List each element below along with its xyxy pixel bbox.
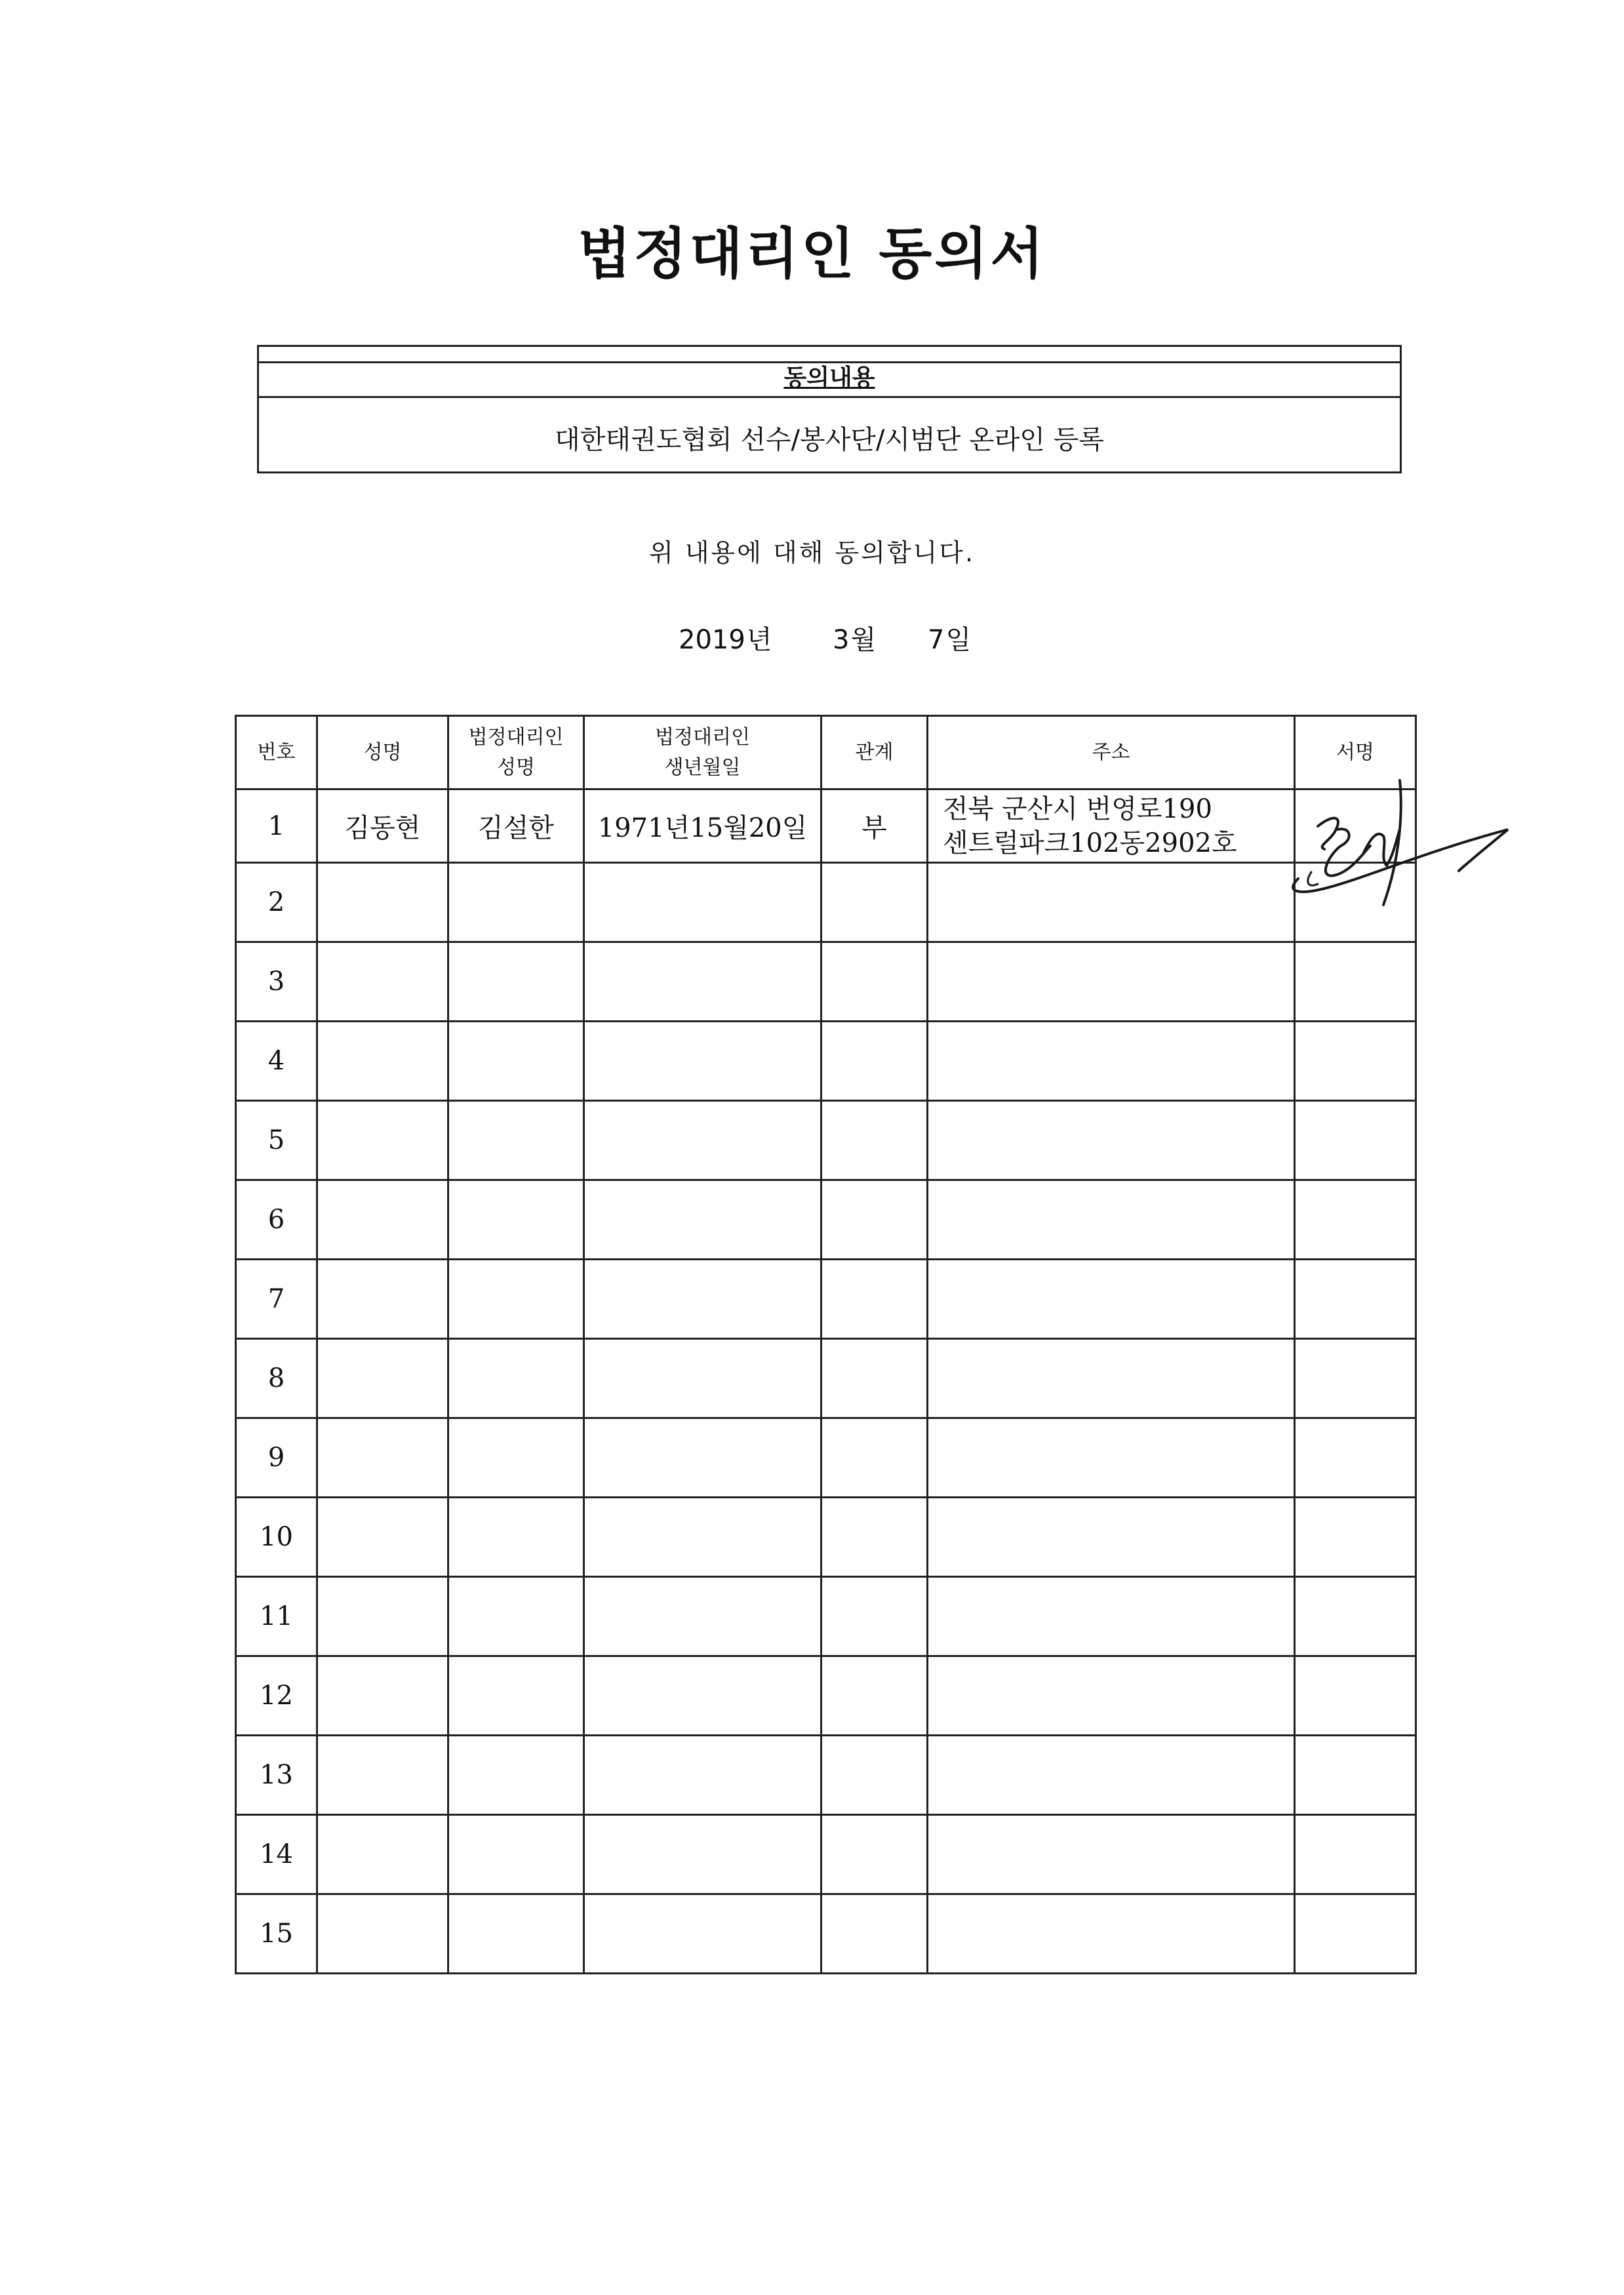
table-row [236,1815,1416,1894]
date-year-value: 2019 [679,625,745,655]
cell-guardian-name [448,1656,584,1736]
cell-address [928,1894,1295,1974]
cell-no: 7 [236,1260,317,1339]
cell-name [317,1260,448,1339]
header-guardian-birth-line1: 법정대리인 [655,725,750,749]
cell-address [928,1656,1295,1736]
cell-name [317,1418,448,1498]
cell-address [928,1260,1295,1339]
table-row [236,1022,1416,1101]
cell-address [928,1418,1295,1498]
agreement-statement: 위 내용에 대해 동의합니다. [648,538,976,567]
date-day [928,619,971,656]
cell-name [317,1894,448,1974]
cell-name [317,1180,448,1260]
cell-guardian-birth [584,1101,822,1180]
cell-relation [822,1736,928,1815]
cell-signature [1295,1260,1416,1339]
date-year-unit: 년 [746,625,772,655]
table-row [236,1656,1416,1736]
table-row [236,1260,1416,1339]
cell-name [317,1815,448,1894]
table-row [236,1577,1416,1656]
cell-address [928,1101,1295,1180]
cell-guardian-name [448,1180,584,1260]
table-row [236,1498,1416,1577]
cell-name [317,1736,448,1815]
header-guardian-name-line2: 성명 [497,755,535,779]
cell-no: 15 [236,1894,317,1974]
cell-guardian-birth [584,1656,822,1736]
cell-guardian-name [448,1736,584,1815]
cell-relation [822,1101,928,1180]
cell-signature [1295,1339,1416,1418]
cell-signature [1295,1736,1416,1815]
consent-heading [259,361,1400,398]
cell-guardian-birth [584,942,822,1022]
header-guardian-name-line1: 법정대리인 [468,725,564,749]
cell-signature [1295,1656,1416,1736]
cell-signature [1295,1180,1416,1260]
cell-address [928,1577,1295,1656]
cell-guardian-name [448,1815,584,1894]
cell-signature [1295,1101,1416,1180]
table-row [236,1418,1416,1498]
cell-name [317,863,448,942]
header-relation: 관계 [822,716,928,789]
table-row [236,1339,1416,1418]
cell-guardian-name [448,1577,584,1656]
cell-guardian-birth [584,863,822,942]
table-row [236,1736,1416,1815]
cell-name [317,1101,448,1180]
cell-relation [822,1180,928,1260]
cell-guardian-name [448,1498,584,1577]
cell-guardian-name [448,1894,584,1974]
consent-body-text: 대한태권도협회 선수/봉사단/시범단 온라인 등록 [555,425,1104,455]
cell-guardian-name [448,1022,584,1101]
cell-address [928,1180,1295,1260]
cell-guardian-birth [584,1022,822,1101]
cell-no: 8 [236,1339,317,1418]
cell-relation [822,863,928,942]
table-row [236,942,1416,1022]
cell-relation: 부 [822,789,928,863]
cell-signature [1295,1498,1416,1577]
cell-relation [822,1656,928,1736]
cell-signature [1295,1577,1416,1656]
cell-relation [822,1418,928,1498]
cell-no: 6 [236,1180,317,1260]
date-year [679,619,772,656]
cell-relation [822,1894,928,1974]
cell-no: 11 [236,1577,317,1656]
header-address: 주소 [928,716,1295,789]
table-row [236,1180,1416,1260]
cell-no: 10 [236,1498,317,1577]
guardian-table [235,715,1417,1974]
cell-guardian-name [448,863,584,942]
cell-no: 3 [236,942,317,1022]
table-row [236,789,1416,863]
cell-name [317,1022,448,1101]
cell-no: 13 [236,1736,317,1815]
header-name: 성명 [317,716,448,789]
cell-guardian-birth [584,1577,822,1656]
cell-name [317,1656,448,1736]
cell-address-line2: 센트럴파크102동2902호 [943,828,1237,858]
consent-heading-label: 동의내용 [783,365,875,391]
cell-relation [822,1339,928,1418]
header-guardian-birth-line2: 생년월일 [664,755,741,779]
cell-signature [1295,1418,1416,1498]
cell-signature [1295,942,1416,1022]
cell-guardian-birth [584,1815,822,1894]
cell-signature [1295,1022,1416,1101]
cell-guardian-birth [584,1260,822,1339]
cell-address [928,863,1295,942]
table-row [236,1101,1416,1180]
cell-guardian-birth [584,1418,822,1498]
cell-name [317,1498,448,1577]
table-row [236,1894,1416,1974]
cell-address [928,1022,1295,1101]
cell-address [928,1736,1295,1815]
cell-guardian-birth [584,1339,822,1418]
cell-relation [822,1022,928,1101]
cell-name: 김동현 [317,789,448,863]
cell-name [317,1339,448,1418]
handwritten-signature [1272,767,1521,931]
cell-guardian-birth [584,1736,822,1815]
header-guardian-birth [584,716,822,789]
cell-address [928,1339,1295,1418]
cell-guardian-name [448,942,584,1022]
table-body [236,789,1416,1974]
cell-guardian-name: 김설한 [448,789,584,863]
cell-name [317,942,448,1022]
cell-no: 9 [236,1418,317,1498]
cell-relation [822,1815,928,1894]
cell-relation [822,942,928,1022]
date-month-value: 3 [833,625,850,655]
consent-content-box [257,345,1402,473]
header-guardian-name [448,716,584,789]
table-row [236,863,1416,942]
cell-address [928,789,1295,863]
cell-guardian-name [448,1339,584,1418]
cell-relation [822,1498,928,1577]
cell-address [928,1815,1295,1894]
cell-no: 4 [236,1022,317,1101]
cell-signature [1295,1815,1416,1894]
date-day-unit: 일 [945,625,972,655]
cell-guardian-name [448,1418,584,1498]
document-title: 법정대리인 동의서 [578,222,1046,286]
header-no: 번호 [236,716,317,789]
cell-no: 14 [236,1815,317,1894]
cell-no: 2 [236,863,317,942]
cell-address-line1: 전북 군산시 번영로190 [943,793,1212,824]
cell-signature [1295,1894,1416,1974]
date-month [833,619,876,656]
cell-guardian-birth: 1971년15월20일 [584,789,822,863]
cell-no: 12 [236,1656,317,1736]
table-header-row [236,716,1416,789]
cell-no: 1 [236,789,317,863]
cell-guardian-birth [584,1498,822,1577]
header-signature: 서명 [1295,716,1416,789]
cell-relation [822,1577,928,1656]
cell-guardian-name [448,1260,584,1339]
cell-address [928,1498,1295,1577]
cell-guardian-name [448,1101,584,1180]
cell-guardian-birth [584,1180,822,1260]
date-day-value: 7 [928,625,945,655]
cell-address [928,942,1295,1022]
cell-name [317,1577,448,1656]
cell-no: 5 [236,1101,317,1180]
date-month-unit: 월 [850,625,877,655]
cell-relation [822,1260,928,1339]
cell-guardian-birth [584,1894,822,1974]
